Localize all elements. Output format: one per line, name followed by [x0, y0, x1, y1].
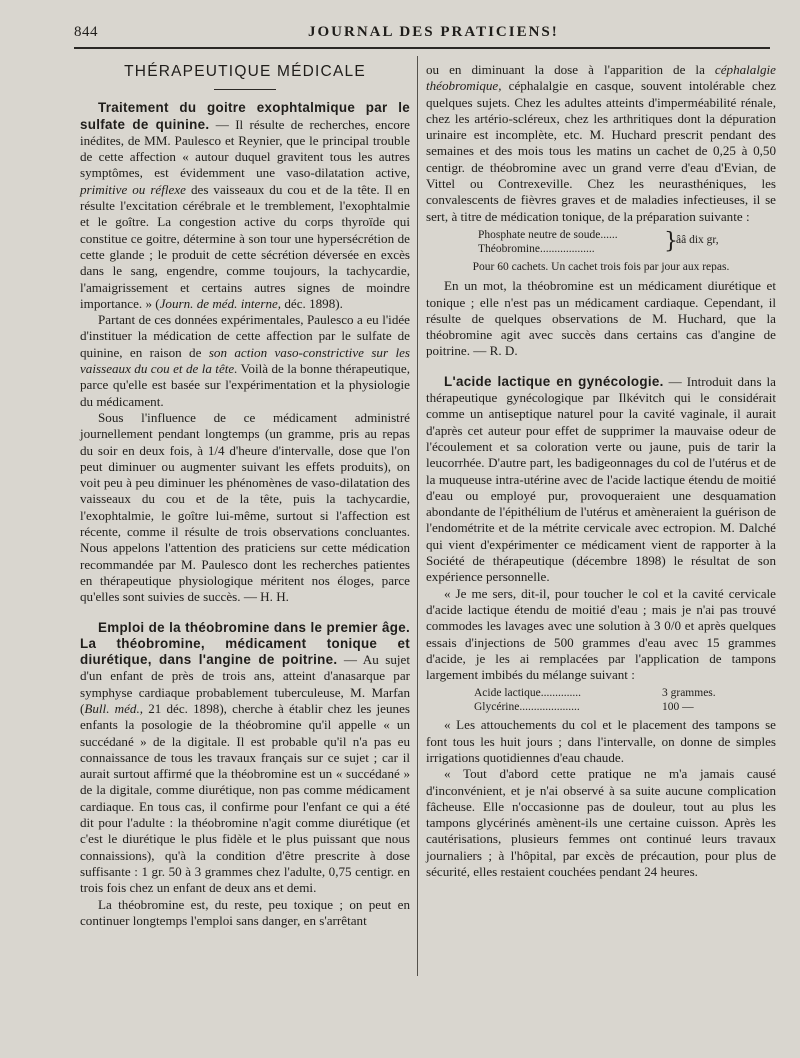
article-theobromine [80, 620, 410, 930]
right-column [426, 62, 776, 880]
article-paragraph [426, 374, 776, 586]
formula-quantity: 3 grammes. [662, 687, 716, 700]
prescription-formula [426, 686, 776, 714]
section-rule [214, 89, 276, 90]
article-paragraph: « Je me sers, dit-il, pour toucher le col et la cavité cervicale d'acide lactique étendu de moitié d'eau ; mais je n'ai pas trouvé commodes les lavages avec une solution à 3 0/0 et après quelques essais d'injections de 500 grammes d'eau avec 15 grammes d'acide, je les ai remplacées par l'application de tampons largement imbibés du mélange suivant : [426, 585, 776, 683]
spacer [426, 360, 776, 374]
header-rule [74, 47, 770, 49]
column-divider [417, 56, 418, 976]
article-paragraph [80, 312, 410, 410]
article-text: Voilà de la bonne thérapeutique, parce qu'elle est basée sur l'expérimentation et la physiologie du médicament. [80, 361, 410, 409]
article-acide-lactique [426, 374, 776, 881]
left-column [80, 62, 410, 929]
article-text: — Il résulte de recherches, encore inédites, de MM. Paulesco et Reynier, que le principal trouble de cette affection « autour duquel gravitent tous les autres symptômes, est évidemment une vaso-dilatation active, [80, 116, 410, 181]
formula-dose: ââ dix gr, [676, 233, 719, 246]
formula-instructions: Pour 60 cachets. Un cachet trois fois par jour aux repas. [472, 260, 730, 273]
article-text: — Introduit dans la thérapeutique gynécologique par Ilkévitch qui le considérait comme un antiseptique naturel pour la cavité vaginale, il aurait d'après cet auteur pour effet de supprimer la mauvaise odeur de l'écoulement et sa coloration verte ou jaune, puis de tarir la leucorrhée. D'autre part, les badigeonnages du col de l'utérus et de la muqueuse intra-utérine avec de l'acide lactique étendu de moitié d'eau ou employé pur, provoqueraient une desquamation abondante de l'épithélium de l'utérus et amèneraient la guérison de l'endométrite et de la métrite cervicale avec ectropion. M. Dalché qui vient d'expérimenter ce médicament vient de rapporter à la Société de thérapeutique (décembre 1898) le résultat de son expérience personnelle. [426, 373, 776, 585]
article-paragraph [80, 100, 410, 312]
brace-glyph: } [664, 228, 678, 254]
page-number: 844 [74, 24, 98, 40]
article-text: Partant de ces données expérimentales, Paulesco a eu l'idée d'instituer la médication de cette affection par le sulfate de quinine, en raison de [80, 312, 410, 360]
running-head [74, 22, 770, 44]
article-text: céphalalgie en casque, souvent intolérable chez quelques sujets. Chez les adultes atteints d'imperméabilité rénale, chez les artério-scléreux, chez les arthritiques dont la dépuration urinaire est incomplète, etc. M. Huchard prescrit pendant des semaines et des mois tous les matins un cachet de 0,25 à 0,50 centigr. de théobromine avec un grand verre d'eau d'Evian, de Vittel ou Contrexeville. Chez les neurasthéniques, les convalescents de fièvres graves et de maladies infectieuses, il se sert, à titre de médication tonique, de la préparation suivante : [426, 78, 776, 224]
article-paragraph: Sous l'influence de ce médicament administré journellement pendant longtemps (un gramme, pris au repas du soir en deux fois, à 1/4 d'heure d'intervalle, dose que l'on peut diminuer ou augmenter suivant les effets produits), on voit peu à peu diminuer les phénomènes de vaso-dilatation des vaisseaux du cou et de la tête, puis la tachycardie, l'exophtalmie, le goître lui-même, surtout si l'affection est récente, comme il résulte de trois observations concluantes. Nous appelons l'attention des praticiens sur cette médication recommandée par M. Paulesco dont les recherches patientes en thérapeutique physiologique méritent nos éloges, parce qu'elles sont suivies de succès. — H. H. [80, 409, 410, 605]
article-text: 21 déc. 1898), cherche à établir chez les jeunes enfants la posologie de la théobromine qu'il appelle « un succédané » de la digitale. Il est probable qu'il n'a pas eu connaissance de tous les travaux français sur ce sujet ; car il aurait surtout affirmé que la théobromine est un « succédané » de la digitale, comme diurétique, non pas comme médicament cardiaque. En tous cas, il confirme pour l'enfant ce qui a été dit pour l'adulte : la théobromine n'agit comme diurétique (et c'est le diurétique le plus fidèle et le plus puissant que nous connaissions), qu'à la condition d'être prescrite à dose suffisante : 1 gr. 50 à 3 grammes chez l'adulte, 0,75 centigr. en trois fois chez un enfant de deux ans et demi. [80, 700, 410, 896]
article-text: — Au sujet d'un enfant de près de trois ans, atteint d'anasarque par symphyse cardiaque probablement tuberculeuse, M. Marfan ( [80, 652, 410, 716]
formula-line [426, 686, 776, 700]
article-text: déc. 1898). [281, 295, 343, 311]
article-paragraph: « Tout d'abord cette pratique ne m'a jamais causé d'inconvénient, et je n'ai observé à sa suite aucune complication fâcheuse. Elle n'occasionne pas de douleur, tout au plus les tampons glycérinés amènent-ils une certaine cuisson. Après les cautérisations, plusieurs femmes ont continué leurs travaux journaliers ; à l'hôpital, par excès de précaution, pour plus de sécurité, elles restaient couchées pendant 24 heures. [426, 766, 776, 880]
citation: Bull. méd., [84, 700, 144, 716]
article-paragraph [80, 620, 410, 897]
emphasis-text: céphalalgie théobromique, [426, 62, 776, 94]
article-paragraph [426, 62, 776, 225]
journal-title: JOURNAL DES PRATICIENS! [308, 24, 559, 40]
formula-quantity: 100 — [662, 701, 694, 714]
citation: Journ. de méd. interne, [159, 295, 282, 311]
formula-line [426, 700, 776, 714]
prescription-formula [426, 228, 776, 256]
formula-line: Théobromine................... [478, 242, 595, 255]
formula-ingredient: Glycérine..................... [474, 701, 580, 714]
article-lead: Traitement du goitre exophtalmique par le sulfate de quinine. [80, 100, 410, 132]
formula-ingredient: Acide lactique.............. [474, 687, 581, 700]
article-lead: L'acide lactique en gynécologie. [444, 373, 664, 389]
formula-line: Phosphate neutre de soude...... [478, 228, 618, 241]
article-paragraph: La théobromine est, du reste, peu toxique ; on peut en continuer longtemps l'emploi sans danger, en s'arrêtant [80, 896, 410, 928]
article-lead: Emploi de la théobromine dans le premier âge. La théobromine, médicament tonique et diurétique, dans l'angine de poitrine. [80, 619, 410, 668]
article-text: ou en diminuant la dose à l'apparition de la [426, 62, 715, 77]
article-text: des vaisseaux du cou et de la tête. Il en résulte l'excitation cérébrale et le tremblement, l'exophtalmie et le goître. La congestion active du corps thyroïde qui constitue ce goitre, détermine à son tour une hypersécrétion de cette glande ; le produit de cette sécrétion déversée en excès dans le sang, engendre, comme toujours, la tachycardie, l'amaigrissement et certains autres signes de moindre importance. » ( [80, 181, 410, 311]
emphasis-text: son action vaso-constrictive sur les vaisseaux du cou et de la tête. [80, 344, 410, 377]
article-paragraph: « Les attouchements du col et le placement des tampons se font tous les huit jours ; dans l'intervalle, on donne de simples irrigations quotidiennes d'eau chaude. [426, 717, 776, 765]
spacer [80, 606, 410, 620]
article-paragraph: En un mot, la théobromine est un médicament diurétique et tonique ; elle n'est pas un médicament cardiaque. Cependant, il résulte de quelques observations de M. Huchard, que la théobromine agit avec succès dans certains cas d'angine de poitrine. — R. D. [426, 278, 776, 359]
emphasis-text: primitive ou réflexe [80, 181, 186, 197]
article-goitre [80, 100, 410, 605]
section-title: THÉRAPEUTIQUE MÉDICALE [124, 63, 366, 80]
